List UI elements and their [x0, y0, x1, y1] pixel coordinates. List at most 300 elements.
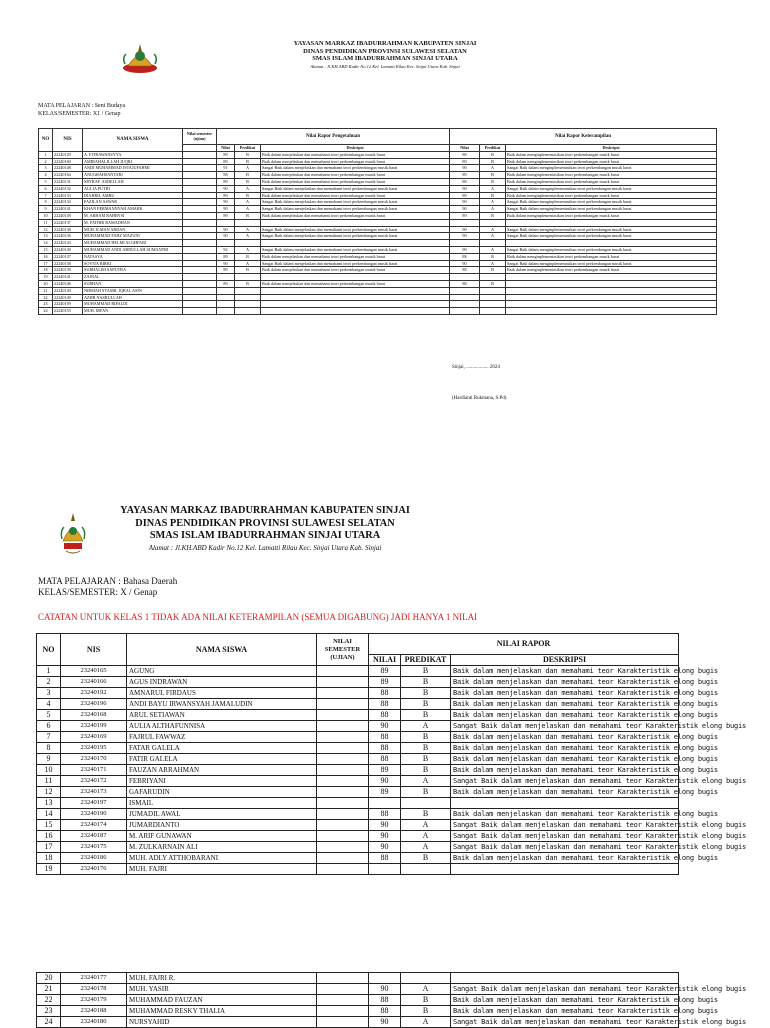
table-cell: Baik dalam menginplementasikan teori perkembangan musik barat	[506, 158, 717, 165]
table-cell: A	[480, 260, 506, 267]
table-cell	[183, 165, 217, 172]
table-row	[37, 864, 679, 875]
table-cell: 4	[37, 699, 61, 710]
table-cell	[317, 798, 369, 809]
table-cell: Sangat Baik dalam menginplementasikan teori perkembangan musik barat	[506, 233, 717, 240]
table-cell: JUMARDIANTO	[127, 820, 317, 831]
table-row	[39, 240, 717, 247]
table-cell: 90	[369, 842, 401, 853]
table-cell: AULIA PUTRI	[83, 185, 183, 192]
table-cell: A	[401, 776, 451, 787]
table-cell	[506, 287, 717, 294]
table-cell	[480, 219, 506, 226]
table-cell	[317, 776, 369, 787]
table-cell: M. ARHAM BAHRYSI	[83, 212, 183, 219]
table-cell: 90	[217, 260, 235, 267]
table-cell: 20	[39, 280, 53, 287]
table-cell: Baik dalam menjelaskan dan memahami teor Karakteristik elong bugis	[451, 688, 679, 699]
table-cell: Baik dalam menjelaskan dan memahami teori perkembangan musik barat	[261, 267, 450, 274]
table-cell	[261, 274, 450, 281]
table-cell: 7	[37, 732, 61, 743]
table-cell: 19	[37, 864, 61, 875]
table-row	[39, 206, 717, 213]
table-cell	[450, 301, 480, 308]
table-cell	[317, 809, 369, 820]
table-cell: B	[480, 253, 506, 260]
table-cell	[401, 864, 451, 875]
table-cell: Sangat Baik dalam menjelaskan dan memahami teori perkembangan musik barat	[261, 226, 450, 233]
table-cell: 20	[37, 973, 61, 984]
table-cell: 15	[39, 246, 53, 253]
signature-date: Sinjai, .................. 2024	[452, 365, 500, 370]
col-skill: Nilai Rapor Keterampilan	[450, 129, 717, 145]
school-letterhead-large	[120, 505, 410, 553]
table-cell: 90	[217, 199, 235, 206]
table-cell: 17	[37, 842, 61, 853]
table-row	[37, 666, 679, 677]
table-row	[39, 165, 717, 172]
table-cell	[183, 308, 217, 315]
table-cell: 88	[450, 280, 480, 287]
table-cell: 18	[37, 853, 61, 864]
table-cell: 23240172	[61, 776, 127, 787]
table-cell	[480, 308, 506, 315]
table-cell	[183, 219, 217, 226]
table-cell: 1	[39, 151, 53, 158]
table-cell: Baik dalam menjelaskan dan memahami teori perkembangan musik barat	[261, 151, 450, 158]
table-cell	[450, 308, 480, 315]
subject-info-large	[38, 576, 177, 597]
table-row	[39, 287, 717, 294]
table-cell	[506, 301, 717, 308]
table-cell: 23240180	[61, 1017, 127, 1028]
table-cell	[480, 301, 506, 308]
table-cell: 89	[217, 178, 235, 185]
table-cell: A	[235, 246, 261, 253]
col-s-deskripsi: Deskripsi	[506, 145, 717, 152]
table-cell: 1	[37, 666, 61, 677]
table-cell	[480, 287, 506, 294]
report-header-small	[120, 40, 770, 76]
table-cell: B	[235, 172, 261, 179]
table-cell: 89	[450, 212, 480, 219]
table-cell: Baik dalam menjelaskan dan memahami teor Karakteristik elong bugis	[451, 666, 679, 677]
table-cell: 89	[369, 765, 401, 776]
table-cell: B	[480, 178, 506, 185]
table-cell: A	[480, 206, 506, 213]
table-cell: FAZILAN ASWAR	[83, 199, 183, 206]
foundation-name: YAYASAN MARKAZ IBADURRAHMAN KABUPATEN SINJAI	[293, 40, 477, 47]
table-cell: 23240174	[61, 820, 127, 831]
col-k-predikat: Predikat	[235, 145, 261, 152]
table-cell: 23240192	[61, 688, 127, 699]
table-cell	[183, 246, 217, 253]
table-cell: 22240159	[53, 301, 83, 308]
table-cell: Baik dalam menginplementasikan teori perkembangan musik barat	[506, 253, 717, 260]
table-row	[39, 212, 717, 219]
table-cell	[506, 219, 717, 226]
table-cell: 22240141	[53, 206, 83, 213]
table-cell: Baik dalam menginplementasikan teori perkembangan musik barat	[506, 212, 717, 219]
signature-name: (Hardianti Rukmana, S.Pd)	[452, 396, 507, 401]
table-row	[39, 301, 717, 308]
table-cell	[480, 274, 506, 281]
class-semester-label: KELAS/SEMESTER: X / Genap	[38, 586, 158, 597]
table-cell: 23240188	[61, 1006, 127, 1017]
table-cell	[235, 294, 261, 301]
col-nilai: NILAI	[369, 655, 401, 666]
table-cell: Baik dalam menjelaskan dan memahami teor Karakteristik elong bugis	[451, 732, 679, 743]
col-s-predikat: Predikat	[480, 145, 506, 152]
table-row	[37, 831, 679, 842]
table-cell: 23240175	[61, 842, 127, 853]
table-cell: 22240132	[53, 185, 83, 192]
table-cell	[235, 240, 261, 247]
table-row	[37, 765, 679, 776]
table-cell: 14	[37, 809, 61, 820]
table-cell: 12	[39, 226, 53, 233]
table-cell	[261, 240, 450, 247]
table-row	[39, 294, 717, 301]
table-cell: 22240133	[53, 192, 83, 199]
table-cell: Baik dalam menjelaskan dan memahami teori perkembangan musik barat	[261, 192, 450, 199]
table-cell	[450, 294, 480, 301]
table-row	[37, 995, 679, 1006]
col-name: NAMA SISWA	[83, 129, 183, 152]
table-cell: 22240131	[53, 178, 83, 185]
table-cell: Sangat Baik dalam menjelaskan dan memahami teor Karakteristik elong bugis	[451, 831, 679, 842]
table-cell	[401, 798, 451, 809]
table-row	[37, 842, 679, 853]
table-cell: B	[401, 995, 451, 1006]
table-cell: 90	[450, 165, 480, 172]
table-cell	[317, 699, 369, 710]
table-cell	[183, 212, 217, 219]
table-cell: Sangat Baik dalam menjelaskan dan memahami teori perkembangan musik barat	[261, 199, 450, 206]
table-cell	[450, 287, 480, 294]
col-nis: NIS	[53, 129, 83, 152]
table-cell	[506, 280, 717, 287]
table-cell: Baik dalam menjelaskan dan memahami teor Karakteristik elong bugis	[451, 809, 679, 820]
table-cell: MUH. FAJRI R.	[127, 973, 317, 984]
table-cell: A	[480, 199, 506, 206]
table-cell: B	[480, 158, 506, 165]
table-cell: 23240179	[61, 995, 127, 1006]
table-cell	[506, 240, 717, 247]
table-cell: AZHR NASRULLAH	[83, 294, 183, 301]
col-semester-sub	[183, 145, 217, 152]
table-cell: NATASYA	[83, 253, 183, 260]
table-row	[39, 185, 717, 192]
table-cell: 22240153	[53, 308, 83, 315]
col-predikat: PREDIKAT	[401, 655, 451, 666]
table-cell	[317, 1006, 369, 1017]
table-cell	[480, 294, 506, 301]
table-cell: B	[235, 151, 261, 158]
table-cell: 3	[37, 688, 61, 699]
table-cell	[450, 274, 480, 281]
col-name: NAMA SISWA	[127, 634, 317, 666]
table-row	[39, 199, 717, 206]
table-cell: 6	[37, 721, 61, 732]
table-row	[37, 809, 679, 820]
table-cell: B	[401, 732, 451, 743]
table-cell: 22240141	[53, 274, 83, 281]
table-row	[37, 787, 679, 798]
table-cell: B	[401, 853, 451, 864]
table-cell: 4	[39, 172, 53, 179]
table-cell: A	[235, 260, 261, 267]
table-cell: FEBRIYANI	[127, 776, 317, 787]
school-name: SMAS ISLAM IBADURRAHMAN SINJAI UTARA	[149, 530, 381, 541]
table-cell: 91	[217, 165, 235, 172]
table-cell: 89	[450, 192, 480, 199]
table-cell: B	[401, 677, 451, 688]
table-cell: 5	[37, 710, 61, 721]
table-cell: B	[480, 280, 506, 287]
table-cell: A	[480, 233, 506, 240]
table-cell: 90	[450, 246, 480, 253]
table-cell	[317, 765, 369, 776]
table-cell: 90	[217, 185, 235, 192]
table-cell: 89	[450, 158, 480, 165]
table-cell: Baik dalam menjelaskan dan memahami teori perkembangan musik barat	[261, 212, 450, 219]
table-cell: B	[480, 172, 506, 179]
table-cell: Sangat Baik dalam menginplementasikan teori perkembangan musik barat	[506, 246, 717, 253]
table-cell: SOVITA RIRKI	[83, 260, 183, 267]
school-address: Alamat : Jl.KH.ABD Kadir No.12 Kel. Lamatti Rilau Kec. Sinjai Utara Kab. Sinjai	[310, 63, 460, 69]
table-cell	[317, 984, 369, 995]
table-cell: 90	[369, 1017, 401, 1028]
table-cell: AULIA ALTHAFUNNISA	[127, 721, 317, 732]
table-cell: 88	[450, 253, 480, 260]
table-cell	[480, 240, 506, 247]
school-name: SMAS ISLAM IBADURRAHMAN SINJAI UTARA	[312, 55, 458, 62]
table-cell	[183, 158, 217, 165]
table-cell: B	[401, 666, 451, 677]
table-cell: 22240140	[53, 246, 83, 253]
table-cell: Sangat Baik dalam menginplementasikan teori perkembangan musik barat	[506, 226, 717, 233]
table-row	[39, 172, 717, 179]
table-row	[39, 192, 717, 199]
col-knowledge: Nilai Rapor Pengetahuan	[217, 129, 450, 145]
table-cell: 23240190	[61, 809, 127, 820]
table-cell: 22240136	[53, 233, 83, 240]
table-cell	[317, 721, 369, 732]
table-row	[37, 710, 679, 721]
school-logo-large	[60, 511, 86, 557]
table-cell	[183, 240, 217, 247]
table-cell	[261, 219, 450, 226]
table-row	[37, 688, 679, 699]
table-cell: Sangat Baik dalam menjelaskan dan memahami teori perkembangan musik barat	[261, 233, 450, 240]
table-cell: MUHAMMAD ANDI ABDULLAH SUMANTRI	[83, 246, 183, 253]
table-cell: 15	[37, 820, 61, 831]
table-row	[37, 798, 679, 809]
col-semester: Nilai semester (ujian)	[183, 129, 217, 145]
table-cell: 23240166	[61, 677, 127, 688]
table-row	[37, 743, 679, 754]
table-cell: B	[401, 754, 451, 765]
table-cell: 22240139	[53, 267, 83, 274]
table-cell	[451, 798, 679, 809]
table-cell: 88	[369, 1006, 401, 1017]
table-cell: ANDI BAYU IRWANSYAH JAMALUDIN	[127, 699, 317, 710]
table-cell: Baik dalam menjelaskan dan memahami teori perkembangan musik barat	[261, 178, 450, 185]
table-cell: 18	[39, 267, 53, 274]
table-cell: A	[401, 831, 451, 842]
table-cell: 9	[39, 206, 53, 213]
table-cell	[450, 219, 480, 226]
table-row	[37, 820, 679, 831]
table-cell: Sangat Baik dalam menginplementasikan teori perkembangan musik barat	[506, 165, 717, 172]
table-cell: MUH. ILMAN ARDAN	[83, 226, 183, 233]
table-cell: Baik dalam menjelaskan dan memahami teori perkembangan musik barat	[261, 253, 450, 260]
table-cell: 22240164	[53, 172, 83, 179]
table-cell	[183, 267, 217, 274]
table-row	[39, 226, 717, 233]
table-cell: 22	[37, 995, 61, 1006]
table-cell: ZAINAL	[83, 274, 183, 281]
table-cell	[317, 677, 369, 688]
table-cell: B	[235, 280, 261, 287]
table-cell	[317, 787, 369, 798]
table-cell: 11	[39, 219, 53, 226]
table-cell: 22240160	[53, 158, 83, 165]
table-cell: Baik dalam menginplementasikan teori perkembangan musik barat	[506, 178, 717, 185]
table-cell: 17	[39, 260, 53, 267]
table-cell: Baik dalam menjelaskan dan memahami teor Karakteristik elong bugis	[451, 677, 679, 688]
table-cell: B	[480, 212, 506, 219]
table-cell	[183, 280, 217, 287]
table-cell	[183, 226, 217, 233]
table-cell: 22240137	[53, 253, 83, 260]
table-cell: 90	[450, 226, 480, 233]
table-cell: 23240196	[61, 699, 127, 710]
col-semester: NILAI SEMESTER (UJIAN)	[317, 634, 369, 666]
table-cell	[235, 287, 261, 294]
table-cell: 14	[39, 240, 53, 247]
table-cell: Baik dalam menjelaskan dan memahami teori perkembangan musik barat	[261, 158, 450, 165]
table-cell: B	[480, 267, 506, 274]
table-cell: Baik dalam menginplementasikan teori perkembangan musik barat	[506, 151, 717, 158]
table-cell: 23240177	[61, 973, 127, 984]
table-cell: Baik dalam menjelaskan dan memahami teor Karakteristik elong bugis	[451, 1006, 679, 1017]
table-cell: MUHAMMAD FAUZAN	[127, 995, 317, 1006]
table-cell: 23240176	[61, 864, 127, 875]
table-cell	[217, 294, 235, 301]
table-cell: Baik dalam menjelaskan dan memahami teor Karakteristik elong bugis	[451, 853, 679, 864]
table-cell: 3	[39, 165, 53, 172]
table-row	[37, 754, 679, 765]
table-cell: Baik dalam menjelaskan dan memahami teori perkembangan musik barat	[261, 280, 450, 287]
table-cell: Baik dalam menjelaskan dan memahami teor Karakteristik elong bugis	[451, 743, 679, 754]
table-row	[37, 699, 679, 710]
subject-label: MATA PELAJARAN : Bahasa Daerah	[38, 576, 178, 586]
department-name: DINAS PENDIDIKAN PROVINSI SULAWESI SELATAN	[303, 47, 467, 55]
table-cell: 89	[217, 158, 235, 165]
table-cell: Baik dalam menjelaskan dan memahami teori perkembangan musik barat	[261, 172, 450, 179]
table-cell: NIRMAH SYAMIL IQBAL ASIN	[83, 287, 183, 294]
table-cell: Sangat Baik dalam menjelaskan dan memahami teori perkembangan musik barat	[261, 185, 450, 192]
col-nis: NIS	[61, 634, 127, 666]
table-cell	[261, 308, 450, 315]
red-note: CATATAN UNTUK KELAS 1 TIDAK ADA NILAI KETERAMPILAN (SEMUA DIGABUNG) JADI HANYA 1 NILAI	[38, 612, 478, 622]
table-cell: B	[480, 192, 506, 199]
table-cell: 23240195	[61, 743, 127, 754]
table-cell: 22240138	[53, 226, 83, 233]
table-cell: 11	[37, 776, 61, 787]
table-cell: B	[235, 158, 261, 165]
table-cell: AMIRAHALILLAH JUQRI	[83, 158, 183, 165]
table-row	[37, 776, 679, 787]
table-cell	[183, 206, 217, 213]
table-cell: 88	[369, 699, 401, 710]
table-cell	[317, 688, 369, 699]
table-cell: 7	[39, 192, 53, 199]
table-cell: 21	[37, 984, 61, 995]
table-cell: 90	[450, 233, 480, 240]
table-cell: B	[401, 688, 451, 699]
table-cell: 23240199	[61, 721, 127, 732]
table-cell: Baik dalam menjelaskan dan memahami teor Karakteristik elong bugis	[451, 995, 679, 1006]
table-row	[37, 732, 679, 743]
table-cell: 24	[39, 308, 53, 315]
table-cell: ISMAIL	[127, 798, 317, 809]
table-cell: DIAHRIL AMRU	[83, 192, 183, 199]
table-cell: 2	[37, 677, 61, 688]
table-cell: FATIR GALELA	[127, 754, 317, 765]
table-cell: A	[235, 185, 261, 192]
table-cell	[317, 754, 369, 765]
table-cell: 89	[217, 192, 235, 199]
table-cell: B	[401, 1006, 451, 1017]
table-cell: 22240149	[53, 294, 83, 301]
table-cell: 89	[369, 666, 401, 677]
table-row	[39, 219, 717, 226]
table-cell: 89	[217, 267, 235, 274]
table-cell: 23240165	[61, 666, 127, 677]
table-cell: Sangat Baik dalam menginplementasikan teori perkembangan musik barat	[506, 185, 717, 192]
table-cell: Sangat Baik dalam menjelaskan dan memahami teor Karakteristik elong bugis	[451, 1017, 679, 1028]
table-cell: 6	[39, 185, 53, 192]
table-cell	[217, 301, 235, 308]
col-no: NO	[37, 634, 61, 666]
table-cell: 22	[39, 294, 53, 301]
table-cell: 8	[39, 199, 53, 206]
table-cell: MUHAMMAD RIFALDI	[83, 301, 183, 308]
school-letterhead	[190, 40, 580, 70]
logo-emblem-icon	[61, 513, 84, 553]
table-cell: B	[401, 710, 451, 721]
table-cell: A	[235, 199, 261, 206]
table-cell: Sangat Baik dalam menjelaskan dan memahami teori perkembangan musik barat	[261, 165, 450, 172]
grades-table-bahasa-daerah-continued	[36, 972, 747, 1028]
table-row	[39, 280, 717, 287]
table-cell: SRYRAF. ASDELLAH	[83, 178, 183, 185]
school-logo-small	[120, 40, 160, 76]
table-cell: 90	[217, 206, 235, 213]
logo-emblem-icon	[123, 44, 157, 73]
table-cell: 23240170	[61, 754, 127, 765]
table-cell	[217, 240, 235, 247]
table-cell: 23240171	[61, 765, 127, 776]
table-cell: 12	[37, 787, 61, 798]
table-cell: A	[235, 233, 261, 240]
table-cell: SUBHAN	[83, 280, 183, 287]
table-cell: 10	[39, 212, 53, 219]
table-row	[37, 973, 679, 984]
